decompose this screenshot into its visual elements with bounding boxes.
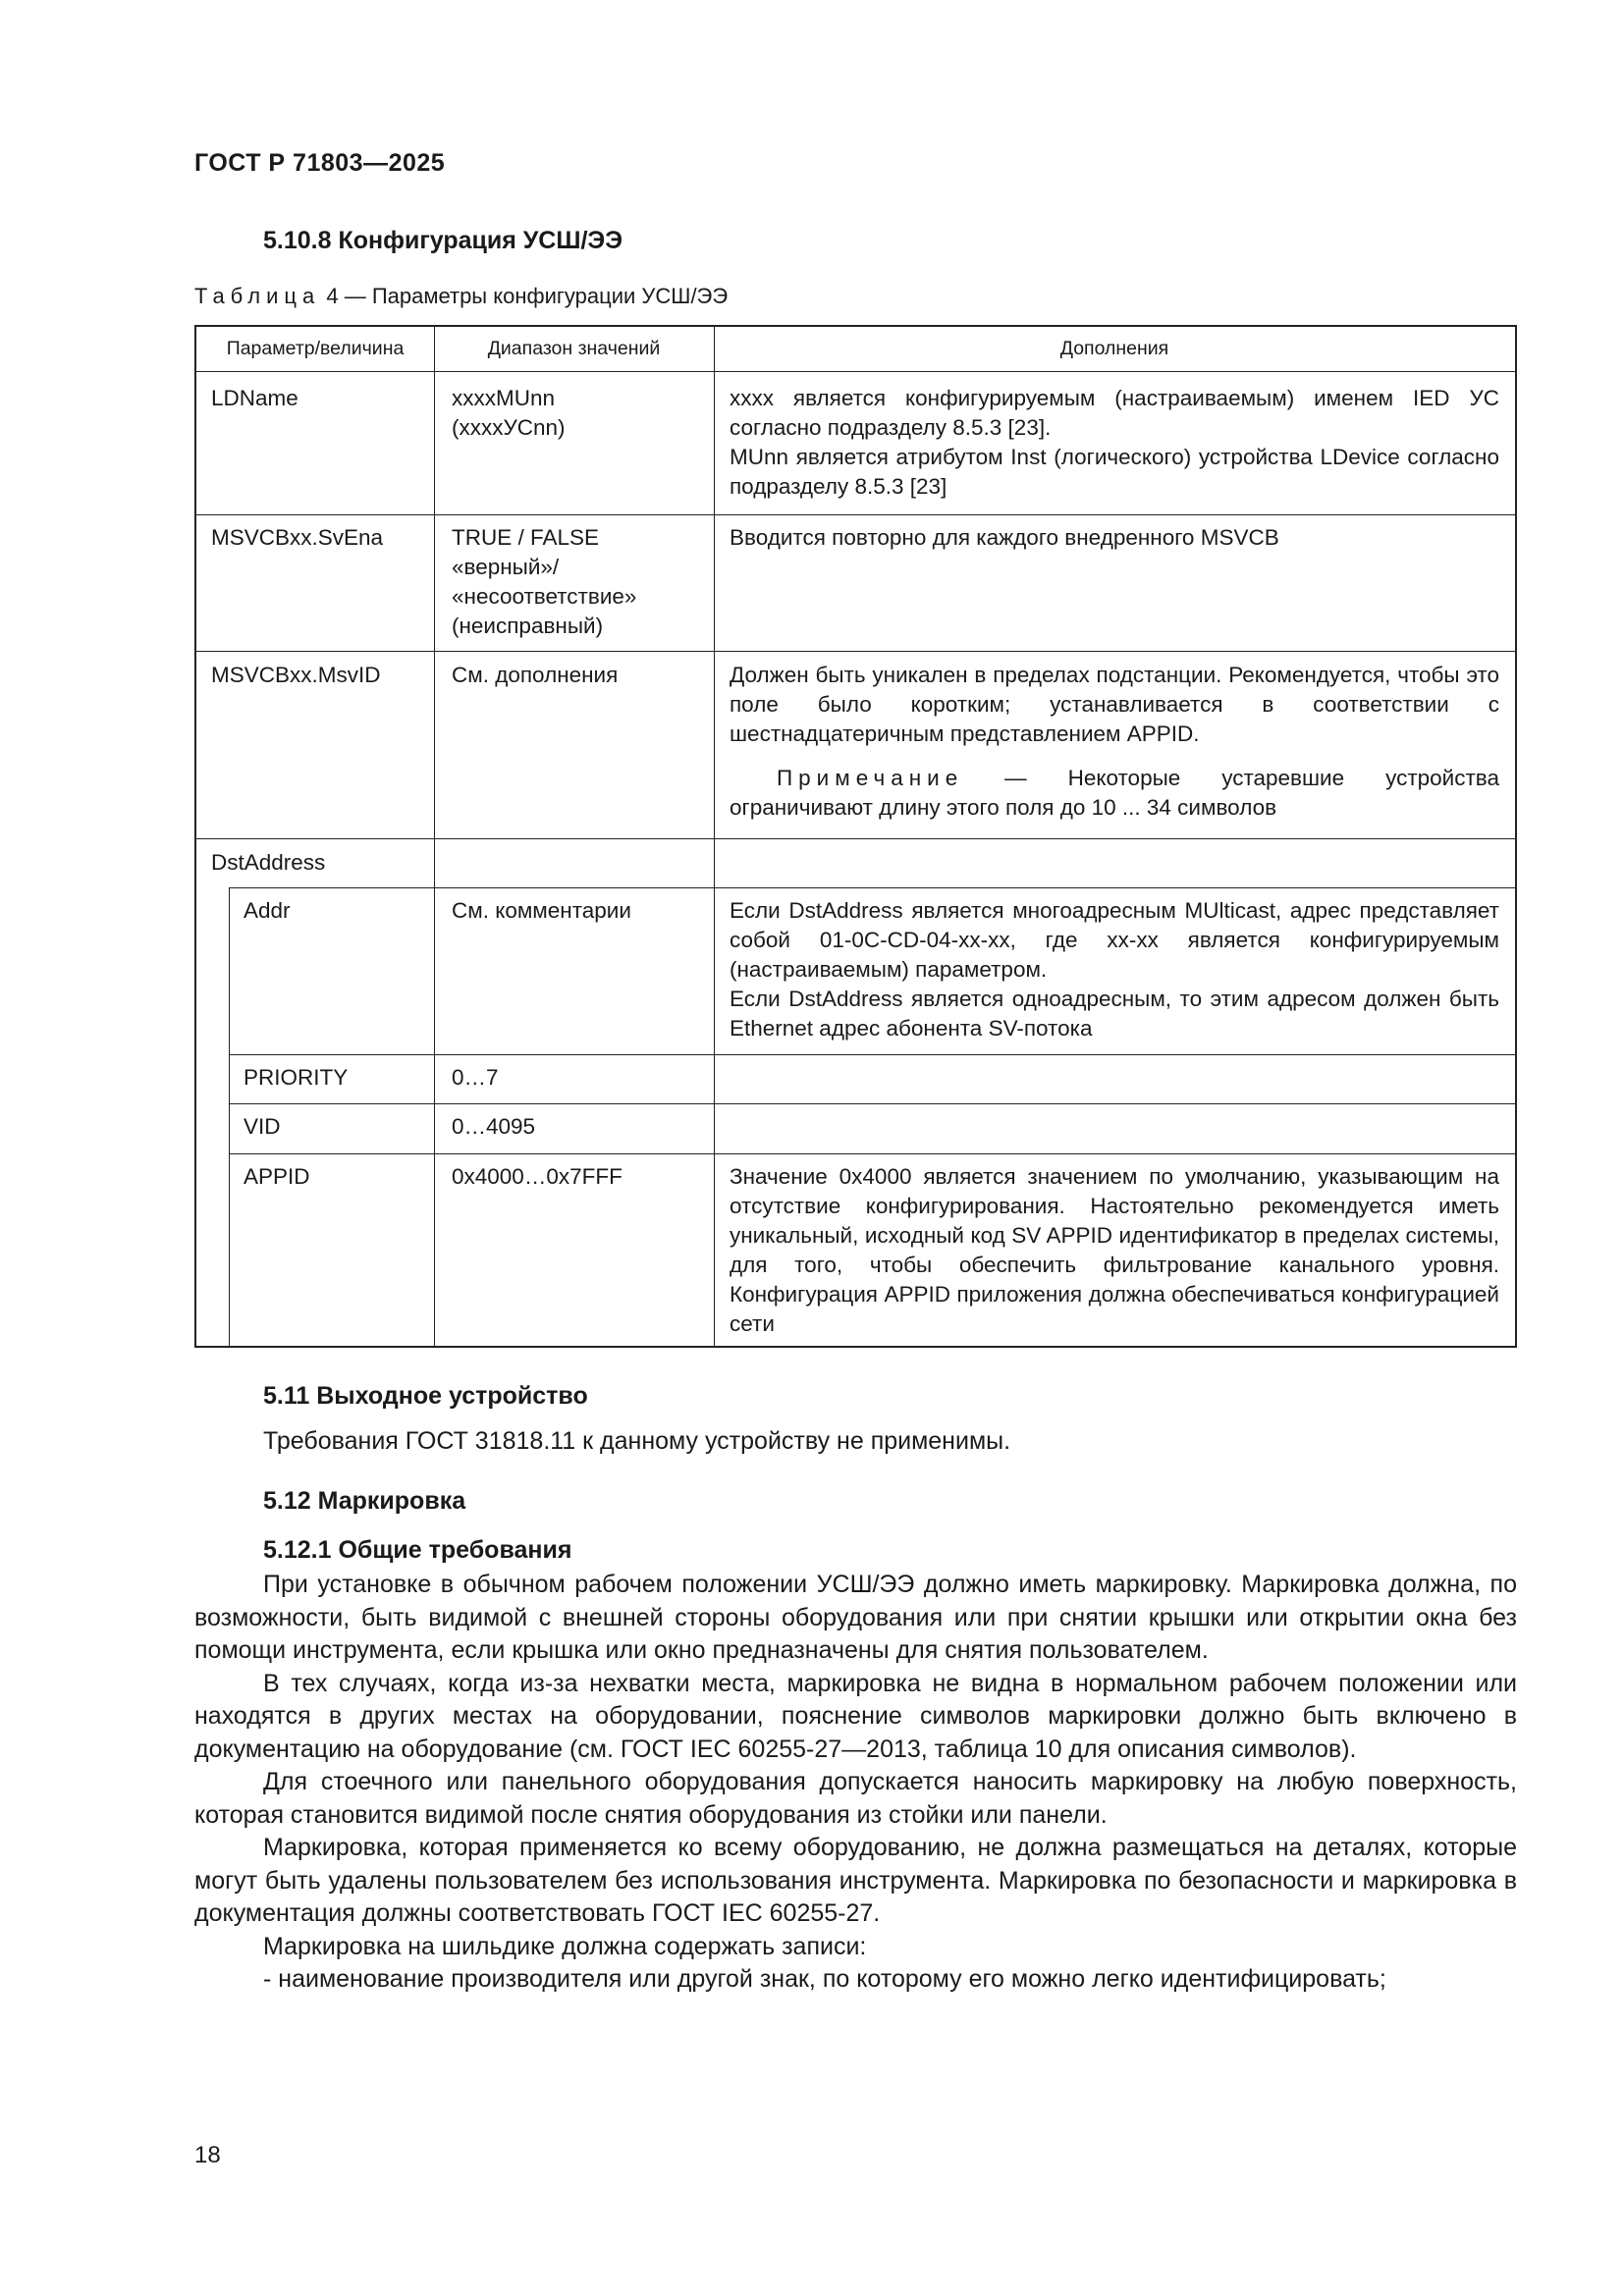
- table-row-addr-notes: [730, 896, 1499, 1043]
- paragraph: Маркировка на шильдике должна содержать записи:: [263, 1932, 867, 1960]
- addr-note-2: Если DstAddress является одноадресным, то этим адресом должен быть Ethernet адрес абонента SV-потока: [730, 987, 1499, 1041]
- table-row-dstaddress-param: DstAddress: [211, 850, 326, 875]
- document-id: ГОСТ Р 71803—2025: [194, 149, 446, 177]
- table-row-addr-range: См. комментарии: [452, 898, 631, 923]
- section-5-12-1-heading: 5.12.1 Общие требования: [263, 1536, 572, 1564]
- table-row-msvid-notes: Должен быть уникален в пределах подстанции. Рекомендуется, чтобы это поле было коротким; устанавливается в соответствии с шестнадцатеричным представлением APPID.: [730, 663, 1499, 746]
- table-caption: [194, 284, 728, 309]
- section-5-12-heading: 5.12 Маркировка: [263, 1487, 466, 1515]
- section-5-11-text: Требования ГОСТ 31818.11 к данному устройству не применимы.: [263, 1427, 1011, 1455]
- table-row-msvid-range: См. дополнения: [452, 663, 619, 687]
- paragraph: Для стоечного или панельного оборудования допускается наносить маркировку на любую поверхность, которая становится видимой после снятия оборудования из стойки или панели.: [194, 1768, 1517, 1829]
- table-caption-prefix: Таблица: [194, 284, 321, 308]
- config-parameters-table: [194, 325, 1517, 1348]
- addr-note-1: Если DstAddress является многоадресным MUlticast, адрес представляет собой 01-0C-CD-04-xx-xx, где xx-xx является конфигурируемым (настраиваемым) параметром.: [730, 898, 1499, 982]
- table-row-priority-param: PRIORITY: [244, 1065, 349, 1090]
- paragraph: В тех случаях, когда из-за нехватки места, маркировка не видна в нормальном рабочем положении или находятся в других местах на оборудовании, пояснение символов маркировки должно быть включено в документацию на оборудование (см. ГОСТ IEC 60255-27—2013, таблица 10 для описания символов).: [194, 1669, 1517, 1763]
- list-item: - наименование производителя или другой знак, по которому его можно легко идентифицировать;: [263, 1965, 1386, 1993]
- table-row-svena-range: TRUE / FALSE «верный»/ «несоответствие» (неисправный): [452, 525, 637, 638]
- table-row-appid-param: APPID: [244, 1164, 310, 1189]
- table-row-appid-notes: Значение 0x4000 является значением по умолчанию, указывающим на отсутствие конфигурирования. Настоятельно рекомендуется иметь уникальный, исходный код SV APPID идентификатор в пределах системы, для того, чтобы обеспечить фильтрование канального уровня. Конфигурация APPID приложения должна обеспечиваться конфигурацией сети: [730, 1164, 1499, 1336]
- table-row-vid-range: 0…4095: [452, 1114, 536, 1139]
- table-caption-text: 4 — Параметры конфигурации УСШ/ЭЭ: [326, 284, 729, 308]
- ldname-note-1: xxxx является конфигурируемым (настраиваемым) именем IED УС согласно подразделу 8.5.3 [23].: [730, 386, 1499, 440]
- section-5-12-1-body: [194, 1569, 1517, 1997]
- table-row-ldname-range: xxxxMUnn (xxxxУСnn): [452, 386, 566, 440]
- section-5-11-heading: 5.11 Выходное устройство: [263, 1382, 588, 1410]
- note-label: Примечание: [777, 766, 964, 790]
- table-row-ldname-param: LDName: [211, 386, 298, 410]
- paragraph: Маркировка, которая применяется ко всему оборудованию, не должна размещаться на деталях, которые могут быть удалены пользователем без использования инструмента. Маркировка по безопасности и маркировка в документация должны соответствовать ГОСТ IEC 60255-27.: [194, 1834, 1517, 1927]
- page-number: 18: [194, 2142, 221, 2168]
- ldname-note-2: MUnn является атрибутом Inst (логического) устройства LDevice согласно подразделу 8.5.3 [23]: [730, 445, 1499, 499]
- column-header-parameter: Параметр/величина: [226, 338, 405, 359]
- table-row-priority-range: 0…7: [452, 1065, 499, 1090]
- table-row-msvid-param: MSVCBxx.MsvID: [211, 663, 381, 687]
- table-row-svena-param: MSVCBxx.SvEna: [211, 525, 384, 550]
- column-header-range: Диапазон значений: [487, 338, 661, 359]
- table-row-addr-param: Addr: [244, 898, 291, 923]
- table-row-svena-notes: Вводится повторно для каждого внедренного MSVCB: [730, 525, 1279, 550]
- note-text: — Некоторые устаревшие устройства ограничивают длину этого поля до 10 ... 34 символов: [730, 766, 1499, 820]
- table-row-appid-range: 0x4000…0x7FFF: [452, 1164, 623, 1189]
- msvid-table-note: [730, 764, 1499, 823]
- table-row-ldname-notes: [730, 384, 1499, 502]
- column-header-notes: Дополнения: [1059, 338, 1169, 359]
- table-row-vid-param: VID: [244, 1114, 281, 1139]
- paragraph: При установке в обычном рабочем положении УСШ/ЭЭ должно иметь маркировку. Маркировка должна, по возможности, быть видимой с внешней стороны оборудования или при снятии крышки или открытии окна без помощи инструмента, если крышка или окно предназначены для снятия пользователем.: [194, 1571, 1517, 1664]
- section-5-10-8-heading: 5.10.8 Конфигурация УСШ/ЭЭ: [263, 227, 623, 254]
